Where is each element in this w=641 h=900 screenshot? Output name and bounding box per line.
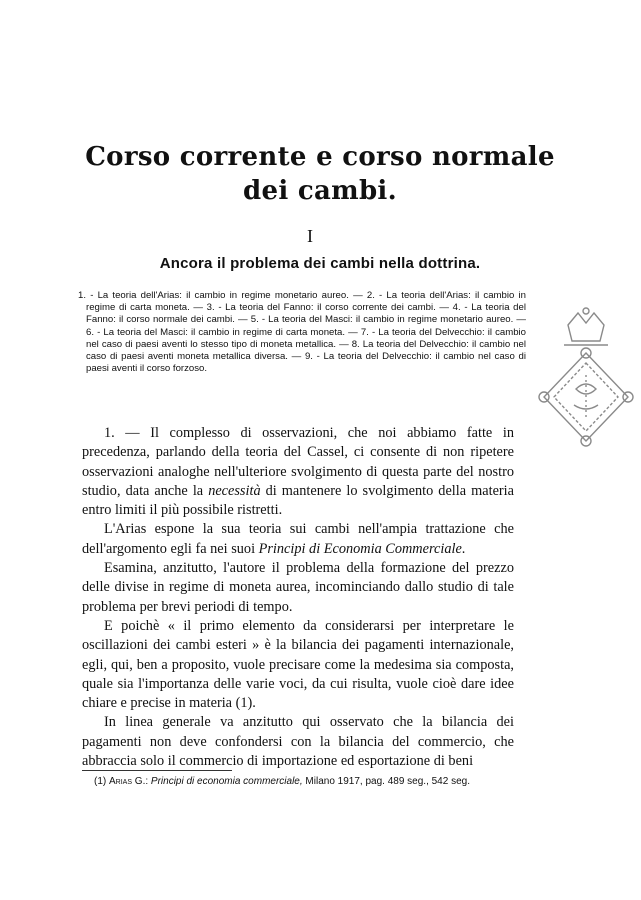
body-text (82, 424, 514, 771)
chapter-title (60, 140, 580, 208)
chapter-title-line-1: Corso corrente e corso normale (85, 142, 555, 172)
footnote-work: Principi di economia commerciale, (150, 776, 303, 787)
chapter-summary: 1. - La teoria dell'Arias: il cambio in regime monetario aureo. — 2. - La teoria dell'Arias: il cambio in regime di carta moneta. — 3. - La teoria del Fanno: il corso corrente dei cambi. — 4. - La teoria del Fanno: il corso normale dei cambi. — 5. - La teoria del Masci: il cambio in regime monetario aureo. — 6. - La teoria del Masci: il cambio in regime di carta moneta. — 7. - La teoria del Delvecchio: il cambio nel caso di paesi aventi lo stesso tipo di moneta metallica. — 8. La teoria del Delvecchio: il cambio nel caso di paesi aventi moneta metallica diversa. — 9. - La teoria del Delvecchio: il cambio nel caso di paesi aventi il corso forzoso. (78, 290, 526, 375)
footnote-divider (82, 770, 232, 771)
book-title-reference: Principi di Economia Commerciale (258, 540, 462, 557)
footnote: (1) Arias G.: Principi di economia commerciale, Milano 1917, pag. 489 seg., 542 seg. (94, 776, 470, 787)
paragraph-2: L'Arias espone la sua teoria sui cambi nell'ampia trattazione che dell'argomento egli fa nei suoi Principi di Economia Commerciale. (82, 521, 514, 557)
chapter-title-line-2: dei cambi. (243, 176, 397, 206)
emphasis-necessita: necessità (208, 482, 261, 499)
footnote-author: Arias G.: (109, 776, 149, 787)
paragraph-3: Esamina, anzitutto, l'autore il problema della formazione del prezzo delle divise in regime di moneta aurea, incominciando dallo studio di tale problema per brevi periodi di tempo. (82, 560, 514, 615)
paragraph-4: E poichè « il primo elemento da considerarsi per interpretare le oscillazioni dei cambi esteri » è la bilancia dei pagamenti internazionale, egli, qui, ben a proposito, vuole precisare come la medesima sia composta, quale sia l'importanza delle varie voci, da cui risulta, vuole cioè dare idee chiare e precise in materia (1). (82, 617, 514, 712)
library-stamp-icon (528, 305, 638, 475)
section-title: Ancora il problema dei cambi nella dottrina. (159, 255, 481, 272)
paragraph-1: 1. — Il complesso di osservazioni, che noi abbiamo fatte in precedenza, parlando della teoria del Cassel, ci consente di non ripetere osservazioni analoghe nell'ulteriore svolgimento di questa parte del nostro studio, data anche la necessità di mantenere lo svolgimento della materia entro limiti il più possibile ristretti. (82, 425, 514, 519)
paragraph-5: In linea generale va anzitutto qui osservato che la bilancia dei pagamenti non deve confondersi con la bilancia del commercio, che abbraccia solo il commercio di importazione ed esportazione di beni (82, 714, 514, 770)
section-number: I (307, 226, 313, 246)
